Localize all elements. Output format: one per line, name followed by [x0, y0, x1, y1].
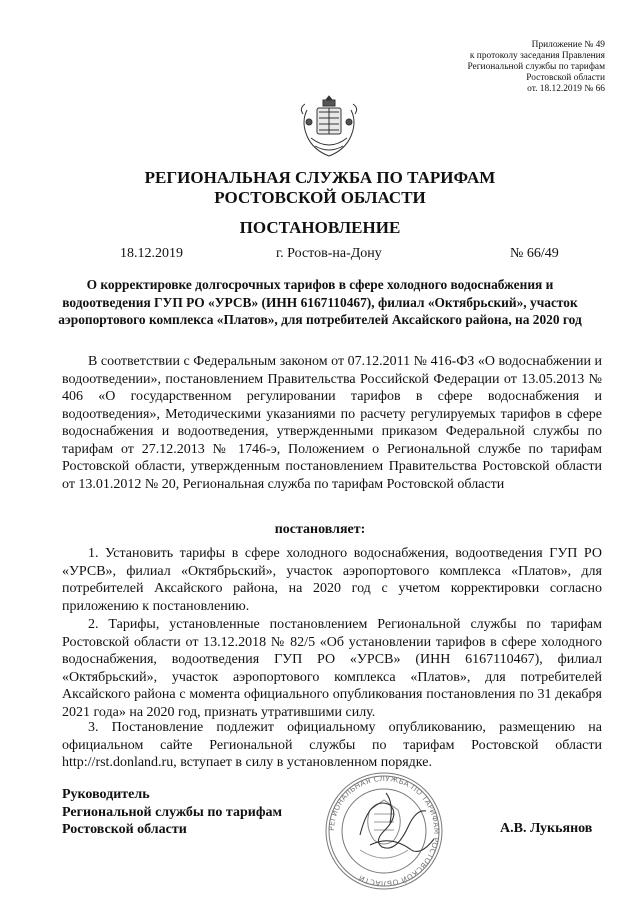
seal-text: РЕГИОНАЛЬНАЯ СЛУЖБА ПО ТАРИФАМ РОСТОВСКОЙ ОБЛАСТИ: [326, 773, 442, 889]
document-date: 18.12.2019: [120, 246, 183, 261]
signatory-position-line-3: Ростовской области: [62, 822, 187, 837]
appendix-line: к протоколу заседания Правления: [469, 51, 605, 61]
resolution-item-2: 2. Тарифы, установленные постановлением Региональной службы по тарифам Ростовской области от 13.12.2018 № 82/5 «Об установлении тарифов в сфере холодного водоснабжения, водоотведения ГУП РО «УРСВ» (ИНН 6167110467), филиал «Октябрьский», участок аэропортового комплекса «Платов», для потребителей Аксайского района с момента официального опубликования постановления по 31 декабря 2021 года» на 2020 год, признать утратившими силу.: [62, 617, 602, 720]
appendix-line: Приложение № 49: [531, 40, 605, 50]
organization-line-2: РОСТОВСКОЙ ОБЛАСТИ: [214, 188, 426, 207]
organization-line-1: РЕГИОНАЛЬНАЯ СЛУЖБА ПО ТАРИФАМ: [144, 168, 496, 187]
resolves-label: постановляет:: [274, 522, 366, 537]
resolution-item-3: 3. Постановление подлежит официальному опубликованию, размещению на официальном сайте Региональной службы по тарифам Ростовской области http://rst.donland.ru, вступает в силу в установленном порядке.: [62, 720, 602, 770]
signatory-name: А.В. Лукьянов: [500, 821, 593, 836]
handwritten-signature-icon: [340, 775, 450, 875]
appendix-line: от. 18.12.2019 № 66: [527, 84, 605, 94]
signatory-position-line-1: Руководитель: [62, 787, 150, 802]
preamble-paragraph: В соответствии с Федеральным законом от 07.12.2011 № 416-ФЗ «О водоснабжении и водоотведении», постановлением Правительства Российской Федерации от 13.05.2013 № 406 «О государственном регулировании тарифов в сфере водоснабжения и водоотведения», Методическими указаниями по расчету регулируемых тарифов в сфере водоснабжения и водоотведения, утвержденными приказом Федеральной службы по тарифам от 27.12.2013 № 1746-э, Положением о Региональной службе по тарифам Ростовской области, утвержденным постановлением Правительства Ростовской области от 13.01.2012 № 20, Региональная служба по тарифам Ростовской области: [62, 354, 602, 492]
document-heading: О корректировке долгосрочных тарифов в сфере холодного водоснабжения и водоотведения ГУП РО «УРСВ» (ИНН 6167110467), филиал «Октябрьский», участок аэропортового комплекса «Платов», для потребителей Аксайского района, на 2020 год: [58, 277, 582, 327]
document-place: г. Ростов-на-Дону: [276, 246, 382, 261]
appendix-line: Региональной службы по тарифам: [467, 62, 605, 72]
resolution-item-1: 1. Установить тарифы в сфере холодного водоснабжения, водоотведения ГУП РО «УРСВ», филиал «Октябрьский», участок аэропортового комплекса «Платов», для потребителей Аксайского района, на 2020 год с учетом корректировки согласно приложению к постановлению.: [62, 546, 602, 614]
document-number: № 66/49: [510, 246, 559, 261]
coat-of-arms-icon: [297, 92, 361, 162]
organization-title: [0, 168, 640, 208]
document-meta: [0, 246, 640, 266]
signatory-position: [62, 786, 282, 839]
appendix-reference: [375, 40, 605, 95]
document-type: ПОСТАНОВЛЕНИЕ: [239, 218, 401, 237]
signatory-position-line-2: Региональной службы по тарифам: [62, 804, 283, 820]
appendix-line: Ростовской области: [526, 73, 605, 83]
